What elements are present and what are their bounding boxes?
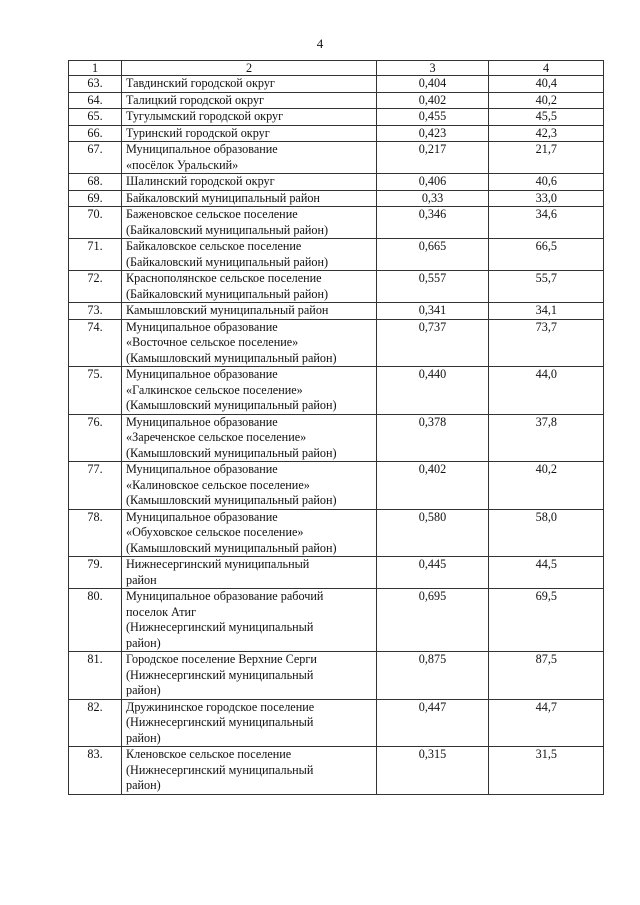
column-header-4: 4 bbox=[489, 61, 604, 76]
table-row bbox=[69, 589, 604, 652]
value-col3: 0,447 bbox=[377, 699, 489, 747]
table-row bbox=[69, 207, 604, 239]
value-col3: 0,404 bbox=[377, 76, 489, 93]
table-row bbox=[69, 125, 604, 142]
table-row bbox=[69, 271, 604, 303]
value-col3: 0,440 bbox=[377, 367, 489, 415]
value-col4: 34,6 bbox=[489, 207, 604, 239]
value-col4: 58,0 bbox=[489, 509, 604, 557]
value-col3: 0,695 bbox=[377, 589, 489, 652]
value-col4: 69,5 bbox=[489, 589, 604, 652]
value-col3: 0,341 bbox=[377, 303, 489, 320]
value-col3: 0,378 bbox=[377, 414, 489, 462]
table-row bbox=[69, 142, 604, 174]
table-row bbox=[69, 414, 604, 462]
municipality-name: Тавдинский городской округ bbox=[122, 76, 377, 93]
value-col4: 31,5 bbox=[489, 747, 604, 795]
municipality-name: Муниципальное образование рабочий поселок Атиг (Нижнесергинский муниципальный район) bbox=[122, 589, 377, 652]
row-number: 67. bbox=[69, 142, 122, 174]
value-col3: 0,445 bbox=[377, 557, 489, 589]
row-number: 63. bbox=[69, 76, 122, 93]
municipality-name: Байкаловское сельское поселение (Байкаловский муниципальный район) bbox=[122, 239, 377, 271]
municipality-name: Дружининское городское поселение (Нижнесергинский муниципальный район) bbox=[122, 699, 377, 747]
column-header-2: 2 bbox=[122, 61, 377, 76]
row-number: 70. bbox=[69, 207, 122, 239]
value-col3: 0,737 bbox=[377, 319, 489, 367]
row-number: 71. bbox=[69, 239, 122, 271]
value-col4: 34,1 bbox=[489, 303, 604, 320]
municipality-name: Муниципальное образование «Восточное сельское поселение» (Камышловский муниципальный район) bbox=[122, 319, 377, 367]
table-row bbox=[69, 76, 604, 93]
value-col3: 0,580 bbox=[377, 509, 489, 557]
table-row bbox=[69, 109, 604, 126]
value-col4: 87,5 bbox=[489, 652, 604, 700]
row-number: 77. bbox=[69, 462, 122, 510]
value-col4: 44,7 bbox=[489, 699, 604, 747]
table-row bbox=[69, 652, 604, 700]
municipality-name: Муниципальное образование «Галкинское сельское поселение» (Камышловский муниципальный район) bbox=[122, 367, 377, 415]
table-row bbox=[69, 319, 604, 367]
municipality-name: Муниципальное образование «Зареченское сельское поселение» (Камышловский муниципальный район) bbox=[122, 414, 377, 462]
municipality-name: Городское поселение Верхние Серги (Нижнесергинский муниципальный район) bbox=[122, 652, 377, 700]
table-row bbox=[69, 509, 604, 557]
value-col4: 73,7 bbox=[489, 319, 604, 367]
value-col4: 40,4 bbox=[489, 76, 604, 93]
value-col4: 42,3 bbox=[489, 125, 604, 142]
municipality-name: Краснополянское сельское поселение (Байкаловский муниципальный район) bbox=[122, 271, 377, 303]
municipality-name: Муниципальное образование «Обуховское сельское поселение» (Камышловский муниципальный район) bbox=[122, 509, 377, 557]
municipality-name: Талицкий городской округ bbox=[122, 92, 377, 109]
value-col3: 0,455 bbox=[377, 109, 489, 126]
table-row bbox=[69, 92, 604, 109]
value-col4: 66,5 bbox=[489, 239, 604, 271]
column-header-3: 3 bbox=[377, 61, 489, 76]
municipality-name: Нижнесергинский муниципальный район bbox=[122, 557, 377, 589]
value-col4: 40,2 bbox=[489, 92, 604, 109]
municipality-name: Баженовское сельское поселение (Байкаловский муниципальный район) bbox=[122, 207, 377, 239]
value-col3: 0,402 bbox=[377, 92, 489, 109]
data-table bbox=[68, 60, 604, 795]
row-number: 64. bbox=[69, 92, 122, 109]
value-col3: 0,33 bbox=[377, 190, 489, 207]
value-col3: 0,423 bbox=[377, 125, 489, 142]
row-number: 73. bbox=[69, 303, 122, 320]
row-number: 66. bbox=[69, 125, 122, 142]
row-number: 69. bbox=[69, 190, 122, 207]
value-col4: 33,0 bbox=[489, 190, 604, 207]
value-col4: 37,8 bbox=[489, 414, 604, 462]
value-col4: 44,5 bbox=[489, 557, 604, 589]
table-body bbox=[69, 76, 604, 795]
table-row bbox=[69, 557, 604, 589]
value-col4: 55,7 bbox=[489, 271, 604, 303]
page-number: 4 bbox=[316, 36, 324, 51]
column-header-1: 1 bbox=[69, 61, 122, 76]
municipality-name: Кленовское сельское поселение (Нижнесергинский муниципальный район) bbox=[122, 747, 377, 795]
value-col3: 0,217 bbox=[377, 142, 489, 174]
value-col3: 0,346 bbox=[377, 207, 489, 239]
table-row bbox=[69, 367, 604, 415]
row-number: 75. bbox=[69, 367, 122, 415]
row-number: 76. bbox=[69, 414, 122, 462]
row-number: 79. bbox=[69, 557, 122, 589]
row-number: 65. bbox=[69, 109, 122, 126]
table-row bbox=[69, 190, 604, 207]
row-number: 74. bbox=[69, 319, 122, 367]
row-number: 78. bbox=[69, 509, 122, 557]
value-col3: 0,315 bbox=[377, 747, 489, 795]
table-row bbox=[69, 699, 604, 747]
municipality-name: Муниципальное образование «посёлок Уральский» bbox=[122, 142, 377, 174]
municipality-name: Туринский городской округ bbox=[122, 125, 377, 142]
municipality-name: Тугулымский городской округ bbox=[122, 109, 377, 126]
row-number: 82. bbox=[69, 699, 122, 747]
value-col4: 40,6 bbox=[489, 174, 604, 191]
value-col3: 0,406 bbox=[377, 174, 489, 191]
table-row bbox=[69, 174, 604, 191]
value-col4: 21,7 bbox=[489, 142, 604, 174]
value-col4: 45,5 bbox=[489, 109, 604, 126]
table-row bbox=[69, 239, 604, 271]
value-col4: 40,2 bbox=[489, 462, 604, 510]
table-row bbox=[69, 303, 604, 320]
municipality-name: Шалинский городской округ bbox=[122, 174, 377, 191]
row-number: 83. bbox=[69, 747, 122, 795]
table-header-row bbox=[69, 61, 604, 76]
table-row bbox=[69, 462, 604, 510]
row-number: 80. bbox=[69, 589, 122, 652]
value-col4: 44,0 bbox=[489, 367, 604, 415]
value-col3: 0,402 bbox=[377, 462, 489, 510]
municipality-name: Камышловский муниципальный район bbox=[122, 303, 377, 320]
value-col3: 0,557 bbox=[377, 271, 489, 303]
value-col3: 0,665 bbox=[377, 239, 489, 271]
table-row bbox=[69, 747, 604, 795]
value-col3: 0,875 bbox=[377, 652, 489, 700]
row-number: 68. bbox=[69, 174, 122, 191]
municipality-name: Муниципальное образование «Калиновское сельское поселение» (Камышловский муниципальный район) bbox=[122, 462, 377, 510]
municipality-name: Байкаловский муниципальный район bbox=[122, 190, 377, 207]
row-number: 81. bbox=[69, 652, 122, 700]
row-number: 72. bbox=[69, 271, 122, 303]
